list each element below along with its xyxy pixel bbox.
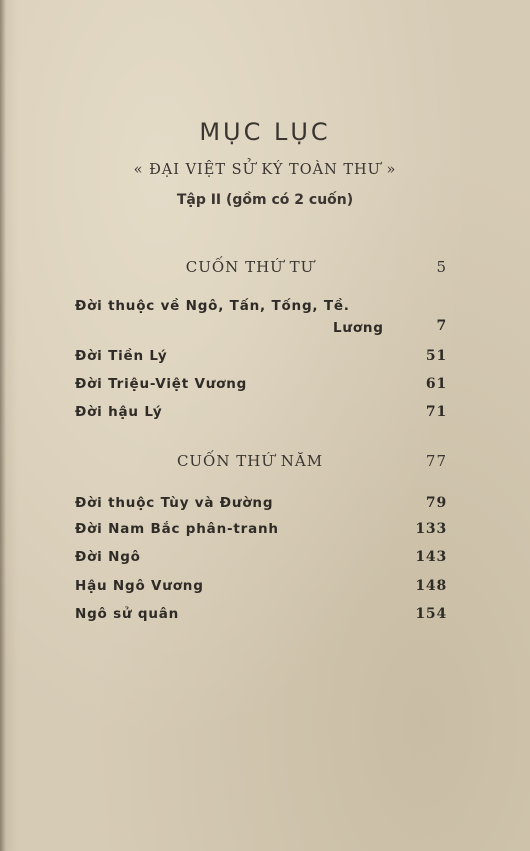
toc-entry[interactable] [75,404,447,420]
toc-entry-page: 51 [425,348,447,364]
toc-entry-page: 61 [425,376,447,392]
toc-entry-title: Đời thuộc Tùy và Đường [75,495,274,511]
toc-entry[interactable] [75,376,447,392]
toc-entry-title: Hậu Ngô Vương [75,578,204,594]
toc-entry-page: 143 [415,549,447,565]
book-name: CUỐN THỨ TƯ [185,258,315,276]
page-title: MỤC LỤC [199,118,331,146]
toc-entry-page: 71 [425,404,447,420]
toc-entry[interactable] [75,578,447,594]
book-series-title: « ĐẠI VIỆT SỬ KÝ TOÀN THƯ » [133,162,397,178]
toc-entry-title: Đời Nam Bắc phân-tranh [75,521,279,537]
toc-entry-page: 133 [415,521,447,537]
toc-entry-page: 148 [415,578,447,594]
toc-entry[interactable] [75,606,447,622]
toc-entry[interactable] [75,549,447,565]
toc-entry[interactable] [75,521,447,537]
toc-entry-title: Đời thuộc về Ngô, Tấn, Tống, Tề. [75,298,350,314]
toc-entry-page: 79 [425,495,447,511]
toc-entry-title: Đời Triệu-Việt Vương [75,376,248,392]
toc-entry[interactable] [75,495,447,511]
toc-entry-page: 7 [436,318,447,334]
toc-entry-title: Đời Ngô [75,549,141,565]
toc-entry[interactable] [75,348,447,364]
toc-entry-title-continued: Lương [333,320,384,336]
volume-label: Tập II (gồm có 2 cuốn) [176,192,354,208]
book-name: CUỐN THỨ NĂM [176,452,324,470]
toc-entry-page: 154 [415,606,447,622]
book-page-number: 5 [436,258,447,276]
book-page-number: 77 [425,452,447,470]
toc-entry-title: Ngô sử quân [75,606,180,622]
toc-entry-title: Đời Tiền Lý [75,348,168,364]
toc-entry[interactable] [75,298,447,336]
toc-entry-title: Đời hậu Lý [75,404,163,420]
